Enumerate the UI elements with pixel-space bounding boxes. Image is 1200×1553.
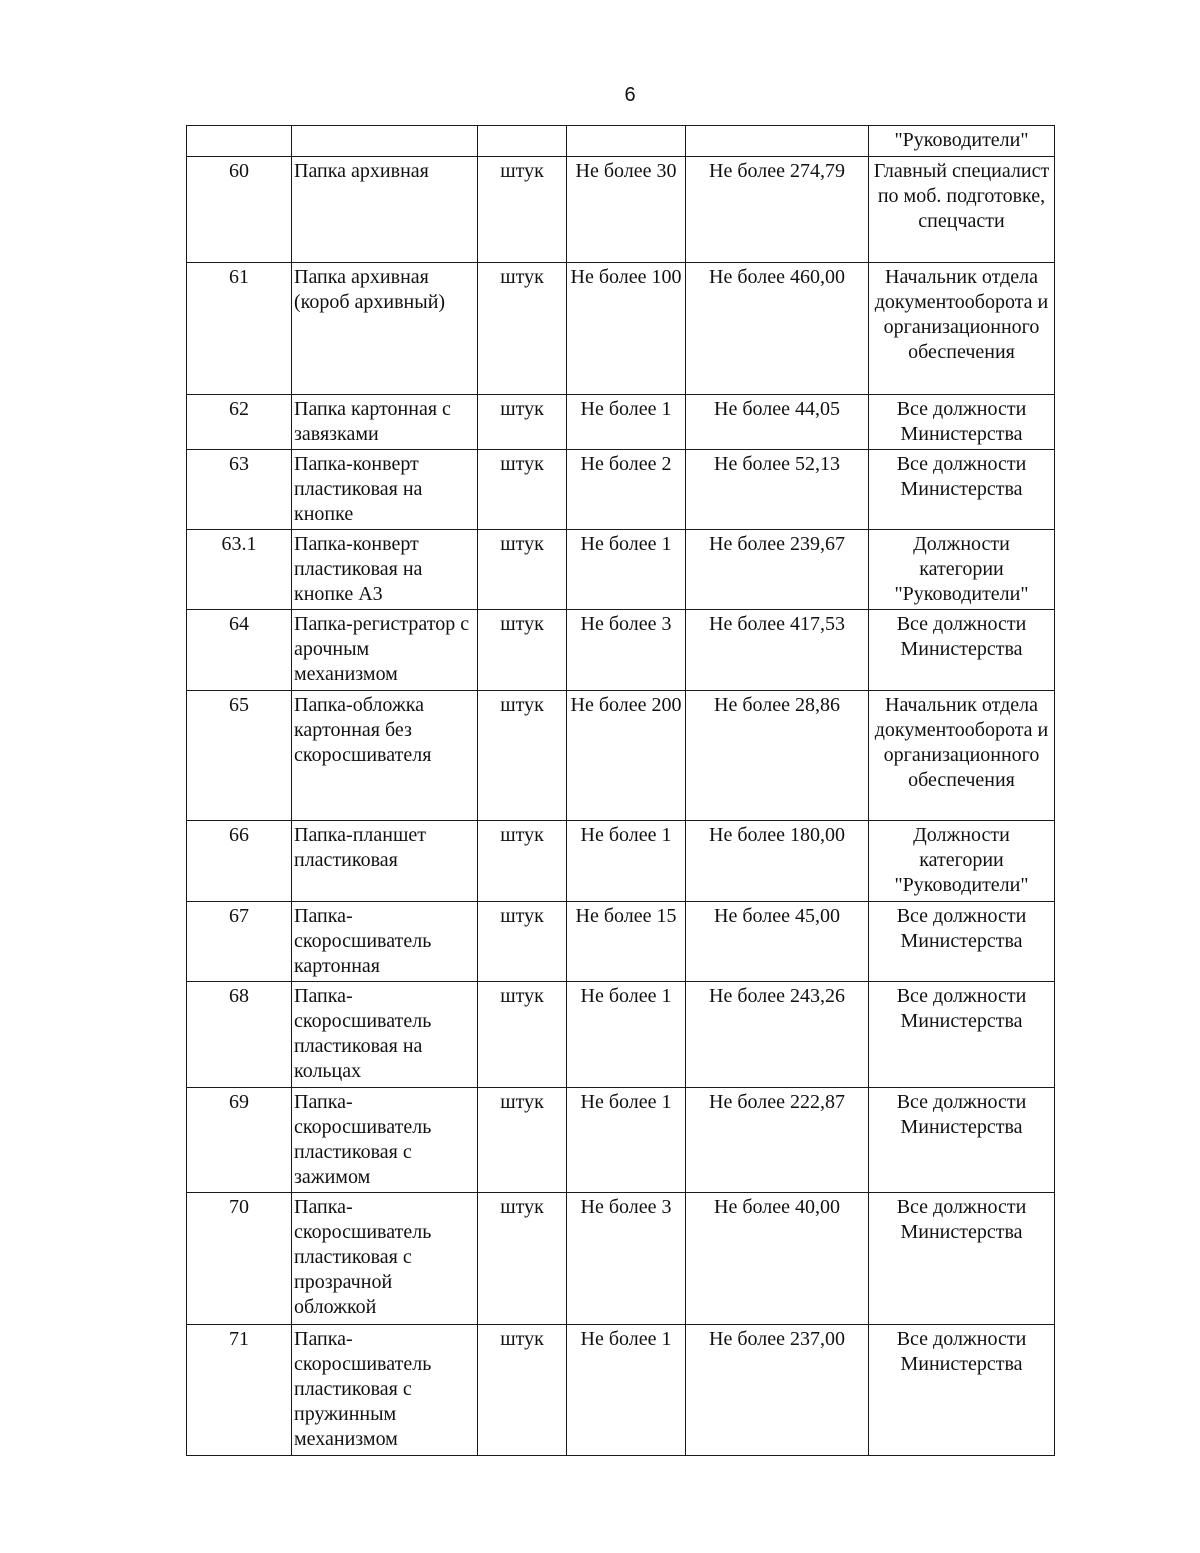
table-row [187,450,1055,530]
table-row [187,691,1055,821]
cell-positions: Главный специалист по моб. подготовке, спецчасти [869,157,1055,263]
cell-num: 63.1 [187,530,292,610]
cell-price: Не более 44,05 [686,395,869,450]
cell-price: Не более 222,87 [686,1088,869,1193]
cell-name: Папка архивная (короб архивный) [292,263,478,395]
cell-num: 68 [187,982,292,1088]
table-row [187,610,1055,691]
cell-name: Папка архивная [292,157,478,263]
cell-num: 66 [187,821,292,902]
cell-unit [478,126,567,157]
cell-name: Папка-конверт пластиковая на кнопке [292,450,478,530]
cell-positions: Начальник отдела документооборота и организационного обеспечения [869,691,1055,821]
cell-qty: Не более 1 [567,982,686,1088]
cell-qty: Не более 15 [567,902,686,982]
cell-num: 71 [187,1325,292,1456]
cell-unit: штук [478,395,567,450]
cell-num: 64 [187,610,292,691]
cell-positions: Все должности Министерства [869,982,1055,1088]
cell-positions: "Руководители" [869,126,1055,157]
cell-positions: Все должности Министерства [869,450,1055,530]
cell-name: Папка-скоросшиватель пластиковая с прозрачной обложкой [292,1193,478,1325]
cell-num: 65 [187,691,292,821]
cell-qty: Не более 1 [567,395,686,450]
cell-unit: штук [478,157,567,263]
cell-name: Папка картонная с завязками [292,395,478,450]
cell-name: Папка-скоросшиватель пластиковая на кольцах [292,982,478,1088]
cell-unit: штук [478,1325,567,1456]
table-body [187,126,1055,1456]
cell-unit: штук [478,691,567,821]
cell-name: Папка-скоросшиватель пластиковая с зажимом [292,1088,478,1193]
cell-positions: Должности категории "Руководители" [869,530,1055,610]
cell-qty: Не более 3 [567,1193,686,1325]
cell-unit: штук [478,821,567,902]
cell-unit: штук [478,263,567,395]
table-row [187,263,1055,395]
cell-qty: Не более 200 [567,691,686,821]
cell-num: 67 [187,902,292,982]
cell-price: Не более 274,79 [686,157,869,263]
cell-positions: Все должности Министерства [869,1088,1055,1193]
cell-qty: Не более 30 [567,157,686,263]
cell-positions: Начальник отдела документооборота и организационного обеспечения [869,263,1055,395]
cell-num: 63 [187,450,292,530]
cell-positions: Все должности Министерства [869,1325,1055,1456]
cell-qty: Не более 1 [567,1088,686,1193]
cell-positions: Все должности Министерства [869,1193,1055,1325]
cell-num [187,126,292,157]
table-row-continuation [187,126,1055,157]
cell-positions: Должности категории "Руководители" [869,821,1055,902]
cell-unit: штук [478,450,567,530]
cell-qty: Не более 1 [567,530,686,610]
cell-positions: Все должности Министерства [869,610,1055,691]
cell-name: Папка-планшет пластиковая [292,821,478,902]
table-row [187,982,1055,1088]
cell-name [292,126,478,157]
cell-name: Папка-обложка картонная без скоросшивателя [292,691,478,821]
cell-qty: Не более 1 [567,1325,686,1456]
norms-table [186,125,1055,1456]
cell-num: 70 [187,1193,292,1325]
cell-positions: Все должности Министерства [869,395,1055,450]
cell-num: 60 [187,157,292,263]
table-row [187,1088,1055,1193]
cell-qty [567,126,686,157]
cell-unit: штук [478,530,567,610]
table-row [187,395,1055,450]
cell-num: 62 [187,395,292,450]
cell-name: Папка-скоросшиватель пластиковая с пружинным механизмом [292,1325,478,1456]
cell-price: Не более 417,53 [686,610,869,691]
cell-unit: штук [478,610,567,691]
cell-num: 69 [187,1088,292,1193]
table-row [187,1193,1055,1325]
cell-qty: Не более 3 [567,610,686,691]
cell-num: 61 [187,263,292,395]
table-row [187,1325,1055,1456]
cell-price: Не более 460,00 [686,263,869,395]
cell-unit: штук [478,1193,567,1325]
cell-unit: штук [478,1088,567,1193]
page-number: 6 [624,84,636,106]
cell-unit: штук [478,902,567,982]
cell-price: Не более 40,00 [686,1193,869,1325]
cell-price: Не более 243,26 [686,982,869,1088]
cell-name: Папка-скоросшиватель картонная [292,902,478,982]
cell-price: Не более 28,86 [686,691,869,821]
cell-qty: Не более 1 [567,821,686,902]
table-row [187,157,1055,263]
cell-qty: Не более 2 [567,450,686,530]
table-row [187,821,1055,902]
cell-price [686,126,869,157]
cell-qty: Не более 100 [567,263,686,395]
cell-price: Не более 180,00 [686,821,869,902]
cell-unit: штук [478,982,567,1088]
cell-name: Папка-регистратор с арочным механизмом [292,610,478,691]
cell-positions: Все должности Министерства [869,902,1055,982]
table-row [187,530,1055,610]
table-row [187,902,1055,982]
cell-price: Не более 45,00 [686,902,869,982]
cell-price: Не более 239,67 [686,530,869,610]
cell-name: Папка-конверт пластиковая на кнопке А3 [292,530,478,610]
cell-price: Не более 237,00 [686,1325,869,1456]
cell-price: Не более 52,13 [686,450,869,530]
